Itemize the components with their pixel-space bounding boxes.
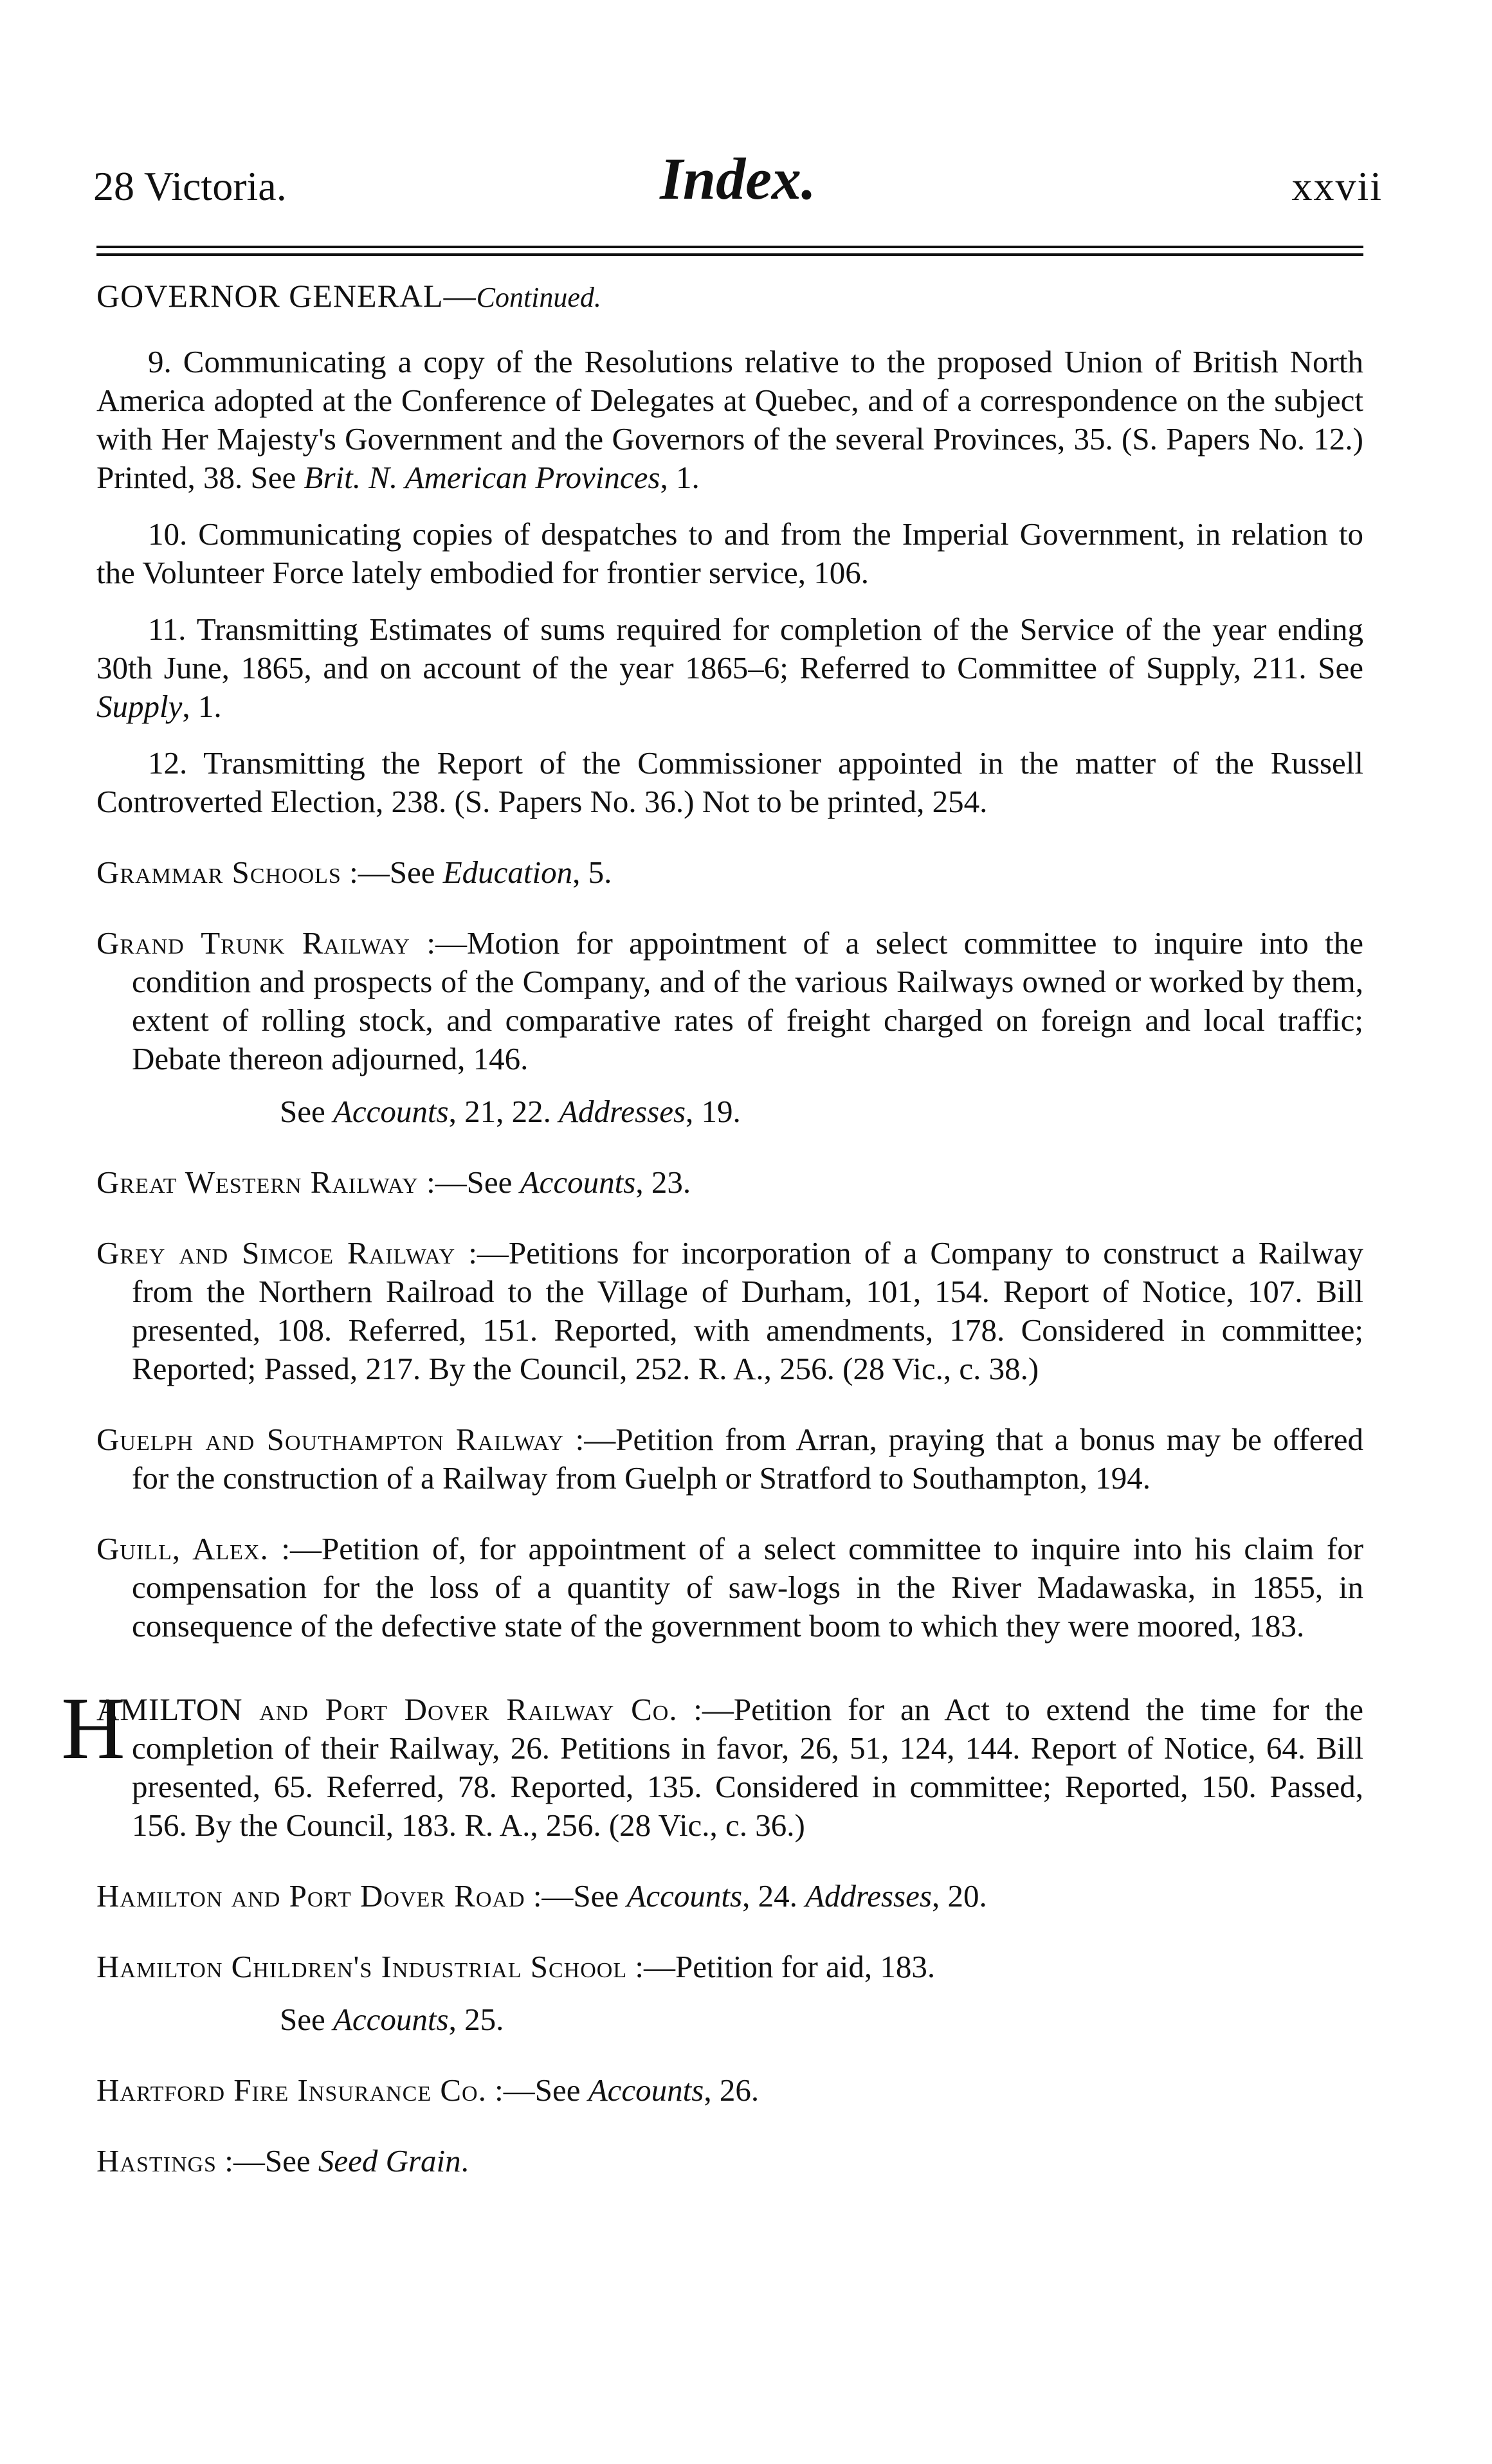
governor-item-12: 12. Transmitting the Report of the Commissioner appointed in the matter of the Russell Controverted Election, 238. (S. Papers No. 36.) Not to be printed, 254. bbox=[96, 745, 1363, 819]
governor-item-9: 9. Communicating a copy of the Resolutions relative to the proposed Union of British North America adopted at the Conference of Delegates at Quebec, and of a correspondence on the subject with Her Majesty's Government and the Governors of the several Provinces, 35. (S. Papers No. 12.) Printed, 38. See Brit. N. American Provinces, 1. bbox=[96, 344, 1363, 495]
cross-reference[interactable]: Addresses bbox=[805, 1878, 932, 1914]
entry-hamilton-and-port-dover-road: Hamilton and Port Dover Road :—See Accounts, 24. Addresses, 20. bbox=[96, 1878, 987, 1914]
cross-reference[interactable]: Accounts bbox=[333, 1094, 449, 1129]
header-title: Index. bbox=[660, 146, 816, 212]
cross-reference[interactable]: Accounts bbox=[520, 1164, 636, 1200]
entry-heading: Grey and Simcoe Railway bbox=[96, 1235, 456, 1271]
entry-hamilton-and-port-dover-railway: H AMILTON and Port Dover Railway Co. :—Petition for an Act to extend the time for the completion of their Railway, 26. Petitions in favor, 26, 51, 124, 144. Report of Notice, 64. Bill presented, 65. Referred, 78. Reported, 135. Considered in committee; Reported, 150. Passed, 156. By the Council, 183. R. A., 256. (28 Vic., c. 36.) bbox=[61, 1679, 1364, 1843]
governor-item-10: 10. Communicating copies of despatches to and from the Imperial Government, in relation to the Volunteer Force lately embodied for frontier service, 106. bbox=[96, 516, 1363, 590]
entry-grey-and-simcoe-railway: Grey and Simcoe Railway :—Petitions for incorporation of a Company to construct a Railway from the Northern Railroad to the Village of Durham, 101, 154. Report of Notice, 107. Bill presented, 108. Referred, 151. Reported, with amendments, 178. Considered in committee; Reported; Passed, 217. By the Council, 252. R. A., 256. (28 Vic., c. 38.) bbox=[96, 1235, 1364, 1386]
entry-grand-trunk-railway: Grand Trunk Railway :—Motion for appointment of a select committee to inquire into the condition and prospects of the Company, and of the various Railways owned or worked by them, extent of rolling stock, and comparative rates of freight charged on foreign and local traffic; Debate thereon adjourned, 146. bbox=[96, 925, 1363, 1076]
entry-grand-trunk-see-also: See Accounts, 21, 22. Addresses, 19. bbox=[280, 1094, 741, 1129]
header-rule-bottom bbox=[96, 253, 1363, 256]
entry-heading: Great Western Railway bbox=[96, 1164, 419, 1200]
entry-heading: Hastings bbox=[96, 2143, 217, 2179]
section-name: GOVERNOR GENERAL— bbox=[96, 278, 477, 314]
entry-great-western-railway: Great Western Railway :—See Accounts, 23. bbox=[96, 1164, 691, 1200]
header-rule-top bbox=[96, 246, 1363, 248]
entry-heading: Hamilton Children's Industrial School bbox=[96, 1949, 628, 1984]
entry-guill-alex: Guill, Alex. :—Petition of, for appointment of a select committee to inquire into his claim for compensation for the loss of a quantity of saw-logs in the River Madawaska, in 1855, in consequence of the defective state of the government boom to which they were moored, 183. bbox=[96, 1531, 1364, 1644]
entry-heading: AMILTON and Port Dover Railway Co. bbox=[96, 1692, 678, 1727]
entry-hastings: Hastings :—See Seed Grain. bbox=[96, 2143, 469, 2179]
cross-reference[interactable]: Seed Grain bbox=[318, 2143, 461, 2179]
cross-reference[interactable]: Education bbox=[442, 855, 573, 890]
entry-heading: Grammar Schools bbox=[96, 855, 341, 890]
entry-hamilton-childrens-industrial-school: Hamilton Children's Industrial School :—Petition for aid, 183. bbox=[96, 1949, 936, 1984]
section-heading bbox=[96, 276, 1363, 317]
entry-hartford-fire-insurance: Hartford Fire Insurance Co. :—See Accounts, 26. bbox=[96, 2072, 760, 2108]
drop-cap-h: H bbox=[61, 1679, 125, 1777]
governor-item-11: 11. Transmitting Estimates of sums required for completion of the Service of the year ending 30th June, 1865, and on account of the year 1865–6; Referred to Committee of Supply, 211. See Supply, 1. bbox=[96, 611, 1363, 724]
entry-heading: Hartford Fire Insurance Co. bbox=[96, 2072, 487, 2108]
cross-reference[interactable]: Accounts bbox=[333, 2002, 449, 2037]
entry-heading: Hamilton and Port Dover Road bbox=[96, 1878, 525, 1914]
cross-reference[interactable]: Supply bbox=[96, 689, 183, 724]
entry-grammar-schools: Grammar Schools :—See Education, 5. bbox=[96, 855, 612, 890]
header-session: 28 Victoria. bbox=[93, 163, 287, 209]
cross-reference[interactable]: Brit. N. American Provinces bbox=[304, 460, 660, 495]
section-continued: Continued. bbox=[476, 282, 601, 313]
cross-reference[interactable]: Accounts bbox=[588, 2072, 704, 2108]
cross-reference[interactable]: Accounts bbox=[626, 1878, 743, 1914]
entry-heading: Guelph and Southampton Railway bbox=[96, 1422, 565, 1457]
cross-reference[interactable]: Addresses bbox=[559, 1094, 686, 1129]
header-page-number: xxvii bbox=[1291, 163, 1383, 209]
page-header bbox=[93, 145, 1383, 212]
entry-heading: Grand Trunk Railway bbox=[96, 925, 410, 961]
entry-hamilton-school-see-also: See Accounts, 25. bbox=[280, 2002, 504, 2037]
index-content bbox=[61, 276, 1364, 2213]
entry-guelph-and-southampton-railway: Guelph and Southampton Railway :—Petition from Arran, praying that a bonus may be offered for the construction of a Railway from Guelph or Stratford to Southampton, 194. bbox=[96, 1422, 1364, 1496]
entry-heading: Guill, Alex. bbox=[96, 1531, 269, 1566]
